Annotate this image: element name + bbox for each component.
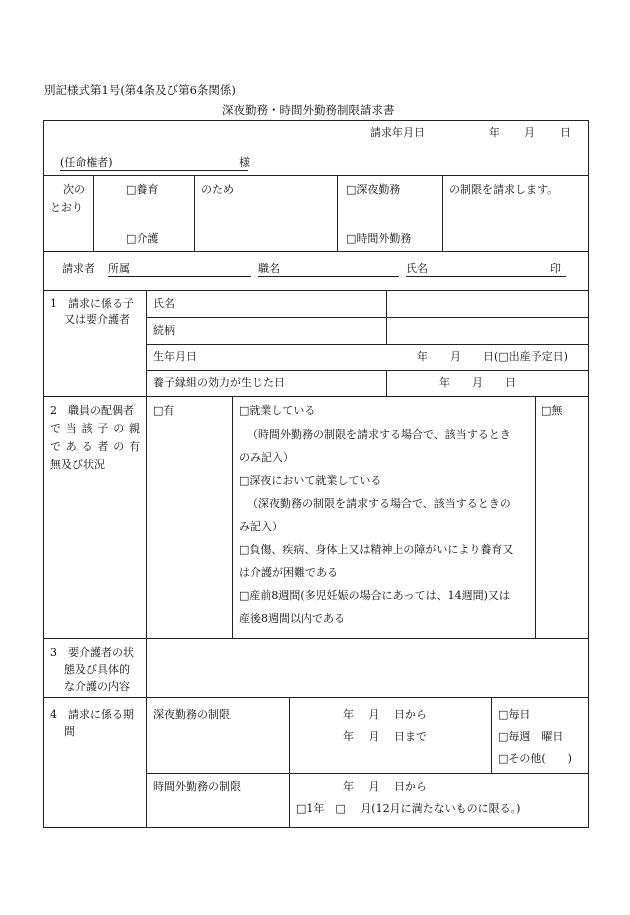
checkbox-night-working[interactable]: □深夜において就業している xyxy=(239,474,382,487)
sec1-name: 氏名 xyxy=(153,297,175,310)
sec4-label-2: 間 xyxy=(64,725,75,738)
sec1-adoption-value: 年 月 日 xyxy=(439,376,516,389)
checkbox-disability[interactable]: □負傷、疾病、身体上又は精神上の障がいにより養育又 xyxy=(239,543,514,556)
sec1-relation: 続柄 xyxy=(153,324,175,337)
sec2-note-1a: （時間外勤務の制限を請求する場合で、該当するとき xyxy=(247,428,511,441)
form-title: 深夜勤務・時間外勤務制限請求書 xyxy=(222,103,395,117)
nursing-details-field[interactable] xyxy=(147,639,588,697)
late-night-until: 年 月 日まで xyxy=(343,730,427,743)
sec3-label-2: 態及び具体的 xyxy=(64,663,130,676)
dept-field[interactable] xyxy=(108,276,251,277)
checkbox-other[interactable]: □その他( ) xyxy=(498,752,572,765)
checkbox-spouse-no[interactable]: □無 xyxy=(541,404,563,417)
overtime-limit-label: 時間外勤務の制限 xyxy=(153,780,241,793)
request-text: の制限を請求します。 xyxy=(449,183,559,196)
post-field[interactable] xyxy=(258,276,399,277)
checkbox-nursing-care[interactable]: □介護 xyxy=(126,232,159,245)
sec1-birth: 生年月日 xyxy=(153,350,197,363)
sec2-label-1: 2 職員の配偶者 xyxy=(50,404,134,417)
seal-label: 印 xyxy=(550,262,561,275)
checkbox-every-week[interactable]: □毎週 曜日 xyxy=(498,730,564,743)
sec2-label-4: 無及び状況 xyxy=(50,458,105,471)
dept-label: 所属 xyxy=(108,262,130,275)
sec1-birth-value: 年 月 日(□出産予定日) xyxy=(417,350,568,363)
form-number: 別記様式第1号(第4条及び第6条関係) xyxy=(44,83,236,97)
sec3-label-1: 3 要介護者の状 xyxy=(50,646,134,659)
appointer-label: (任命権者) xyxy=(60,156,113,169)
sec1-adoption: 養子縁組の効力が生じた日 xyxy=(153,376,285,389)
sec2-label-2: で当該子の親 xyxy=(50,422,140,435)
checkbox-pregnancy[interactable]: □産前8週間(多児妊娠の場合にあっては、14週間)又は xyxy=(239,589,510,602)
request-month: 月 xyxy=(524,126,535,139)
sec2-label-3: である者の有 xyxy=(50,440,140,453)
reason-lead-2: とおり xyxy=(50,201,83,214)
checkbox-late-night[interactable]: □深夜勤務 xyxy=(346,183,401,196)
overtime-period[interactable]: □1年 □ 月(12月に満たないものに限る。) xyxy=(296,802,521,815)
sec2-note-2a: （深夜勤務の制限を請求する場合で、該当するときの xyxy=(247,497,511,510)
post-label: 職名 xyxy=(258,262,280,275)
checkbox-overtime[interactable]: □時間外勤務 xyxy=(346,232,412,245)
name-label: 氏名 xyxy=(406,262,428,275)
checkbox-child-care[interactable]: □養育 xyxy=(126,183,159,196)
sec3-label-3: な介護の内容 xyxy=(64,680,130,693)
reason-lead-1: 次の xyxy=(63,183,85,196)
reason-for: のため xyxy=(201,183,234,196)
requester-label: 請求者 xyxy=(62,262,95,275)
sec2-note-1b: のみ記入） xyxy=(239,451,294,464)
checkbox-working[interactable]: □就業している xyxy=(239,404,316,417)
overtime-from: 年 月 日から xyxy=(343,780,427,793)
checkbox-every-day[interactable]: □毎日 xyxy=(498,708,531,721)
late-night-limit-label: 深夜勤務の制限 xyxy=(153,708,230,721)
late-night-from: 年 月 日から xyxy=(343,708,427,721)
sec1-label-2: 又は要介護者 xyxy=(64,313,130,326)
checkbox-spouse-yes[interactable]: □有 xyxy=(153,404,175,417)
request-year: 年 xyxy=(489,126,500,139)
sama-label: 様 xyxy=(239,156,250,169)
sec1-label-1: 1 請求に係る子 xyxy=(50,297,134,310)
sec4-label-1: 4 請求に係る期 xyxy=(50,708,134,721)
name-field[interactable] xyxy=(406,276,566,277)
sec2-note-4: 産後8週間以内である xyxy=(239,612,345,625)
sec2-note-2b: み記入） xyxy=(239,520,283,533)
sec2-note-3: は介護が困難である xyxy=(239,566,338,579)
request-day: 日 xyxy=(560,126,571,139)
request-date-label: 請求年月日 xyxy=(370,126,425,139)
